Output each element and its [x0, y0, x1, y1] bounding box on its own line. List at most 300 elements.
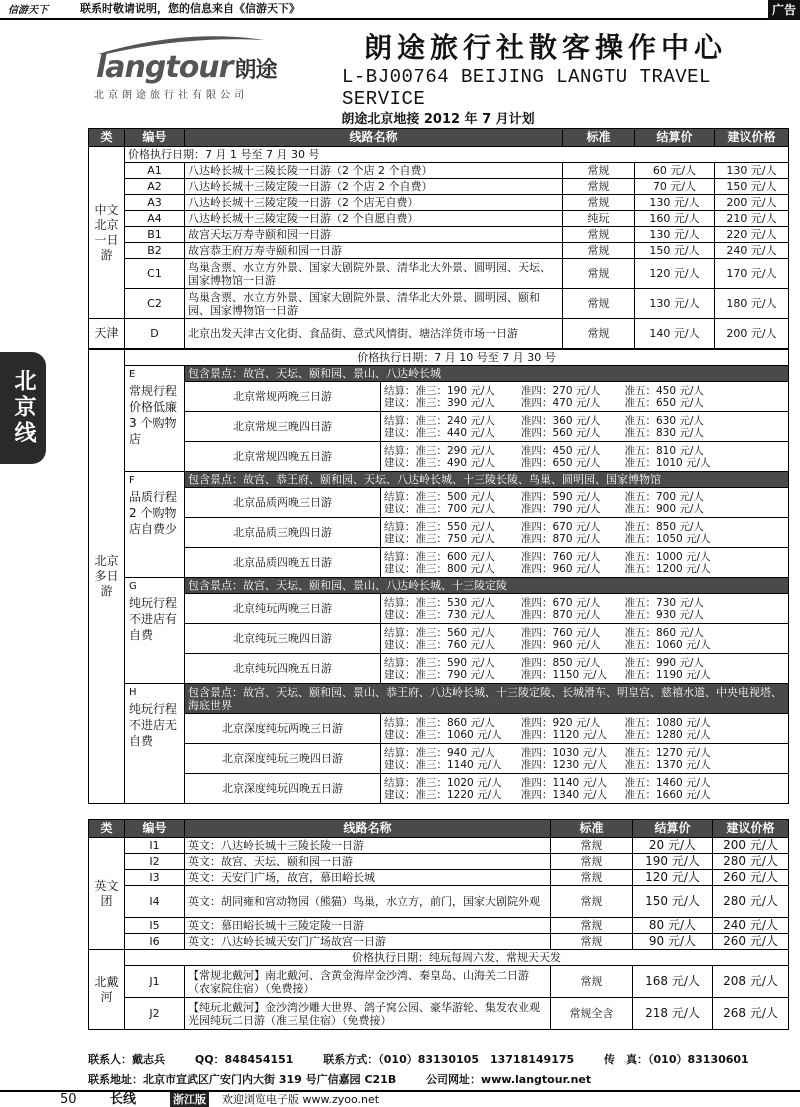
table-row: [89, 289, 789, 319]
route-name: 北京出发天津古文化街、食品街、意式风情街、塘沽洋货市场一日游: [185, 319, 563, 349]
tier-4-label: 准四：: [521, 520, 553, 533]
table-row: [89, 714, 789, 744]
settle-price: 130 元/人: [635, 195, 715, 211]
top-bar: [0, 0, 800, 20]
settle-price: 20 元/人: [633, 838, 713, 854]
tier-4-price: 1030 元/人: [552, 746, 608, 759]
tier-3-price: 700 元/人: [447, 502, 495, 515]
settle-price-line: [384, 657, 785, 669]
tier-3-label: 准三：: [415, 656, 447, 669]
tier-5-price: 850 元/人: [656, 520, 704, 533]
contact-address: 联系地址：北京市宣武区广安门内大街 319 号广信嘉园 C21B: [88, 1073, 397, 1086]
settle-label: 结算：: [384, 550, 416, 563]
tier-3-price: 240 元/人: [447, 414, 495, 427]
suggest-price: 170 元/人: [715, 259, 789, 289]
route-name: 英文：八达岭长城天安门广场故宫一日游: [185, 934, 551, 950]
tier-4-label: 准四：: [521, 668, 553, 681]
tier-5-price: 1080 元/人: [656, 716, 711, 729]
settle-price: 168 元/人: [633, 966, 713, 998]
scenic-list: 包含景点：故宫、恭王府、颐和园、天坛、八达岭长城、十三陵长陵、鸟巢、圆明园、国家博物馆: [185, 472, 789, 488]
table-row: [89, 918, 789, 934]
price-cell: [381, 744, 789, 774]
settle-price-line: [384, 385, 785, 397]
table-row: [89, 548, 789, 578]
settle-label: 结算：: [384, 444, 416, 457]
suggest-price-line: [384, 609, 785, 621]
tier-5-label: 准五：: [624, 384, 656, 397]
brand-wordmark: langtour: [96, 50, 233, 85]
route-name: 八达岭长城十三陵定陵一日游（2 个店无自费）: [185, 195, 563, 211]
settle-price: 120 元/人: [635, 259, 715, 289]
tier-5-label: 准五：: [624, 626, 656, 639]
page-number: 50: [60, 1092, 77, 1107]
route-standard: 常规全含: [551, 998, 633, 1030]
tier-4-label: 准四：: [521, 562, 553, 575]
settle-price-line: [384, 747, 785, 759]
tier-5-label: 准五：: [624, 788, 656, 801]
tier-3-label: 准三：: [415, 788, 447, 801]
section-tab: 北京线: [0, 352, 46, 464]
settle-price-line: [384, 717, 785, 729]
route-name: 英文：慕田峪长城十三陵定陵一日游: [185, 918, 551, 934]
price-cell: [381, 442, 789, 472]
table-row: [89, 594, 789, 624]
route-standard: 常规: [563, 179, 635, 195]
tier-3-label: 准三：: [415, 502, 447, 515]
tier-4-label: 准四：: [521, 638, 553, 651]
settle-price-line: [384, 597, 785, 609]
suggest-price: 200 元/人: [715, 195, 789, 211]
tier-5-price: 1000 元/人: [656, 550, 711, 563]
tier-4-price: 450 元/人: [552, 444, 601, 457]
settle-label: 结算：: [384, 384, 416, 397]
route-code: I1: [125, 838, 185, 854]
tier-5-label: 准五：: [624, 550, 656, 563]
contact-phone: 联系方式：（010）83130105 13718149175: [323, 1053, 575, 1066]
tier-3-label: 准三：: [415, 758, 447, 771]
table-row: [89, 966, 789, 998]
route-code: A1: [125, 163, 185, 179]
route-name: 鸟巢含票、水立方外景、国家大剧院外景、清华北大外景、圆明园、颐和园、国家博物馆一日游: [185, 289, 563, 319]
route-standard: 纯玩: [563, 211, 635, 227]
suggest-price: 210 元/人: [715, 211, 789, 227]
settle-label: 结算：: [384, 716, 416, 729]
tier-4-label: 准四：: [521, 608, 553, 621]
tier-4-price: 870 元/人: [552, 608, 601, 621]
tier-5-price: 860 元/人: [656, 626, 704, 639]
table-row: [89, 624, 789, 654]
route-name: 北京品质四晚五日游: [185, 548, 381, 578]
tier-4-price: 790 元/人: [552, 502, 601, 515]
settle-price: 130 元/人: [635, 227, 715, 243]
tier-4-price: 590 元/人: [552, 490, 601, 503]
bottom-bar: [0, 1090, 800, 1107]
tier-3-label: 准三：: [415, 716, 447, 729]
suggest-price: 268 元/人: [713, 998, 789, 1030]
english-beidaihe-table: [88, 819, 789, 1030]
tier-3-label: 准三：: [415, 746, 447, 759]
suggest-label: 建议：: [384, 502, 416, 515]
route-name: 故宫恭王府万寿寺颐和园一日游: [185, 243, 563, 259]
tier-3-price: 290 元/人: [447, 444, 495, 457]
settle-price: 190 元/人: [633, 854, 713, 870]
tier-3-label: 准三：: [415, 444, 447, 457]
tier-4-price: 1230 元/人: [552, 758, 608, 771]
tier-4-label: 准四：: [521, 384, 553, 397]
tier-5-label: 准五：: [624, 758, 656, 771]
col-suggest: 建议价格: [713, 820, 789, 838]
route-name: 英文：胡同雍和宫动物园（熊猫）鸟巢，水立方，前门，国家大剧院外观: [185, 886, 551, 918]
tier-3-label: 准三：: [415, 426, 447, 439]
package-code: F: [129, 475, 135, 486]
suggest-label: 建议：: [384, 758, 416, 771]
tier-5-label: 准五：: [624, 638, 656, 651]
table-row: [89, 179, 789, 195]
tier-3-price: 1060 元/人: [447, 728, 502, 741]
package-desc-text: 纯玩行程不进店无自费: [129, 702, 178, 748]
route-name: 英文：故宫、天坛、颐和园一日游: [185, 854, 551, 870]
tier-5-label: 准五：: [624, 490, 656, 503]
route-name: 英文：天安门广场，故宫，慕田峪长城: [185, 870, 551, 886]
contact-person: 联系人：戴志兵: [88, 1053, 165, 1066]
table-row: [89, 259, 789, 289]
tier-4-label: 准四：: [521, 788, 553, 801]
table-row: [89, 163, 789, 179]
settle-price: 130 元/人: [635, 289, 715, 319]
suggest-price-line: [384, 397, 785, 409]
settle-price: 60 元/人: [635, 163, 715, 179]
settle-price-line: [384, 551, 785, 563]
suggest-label: 建议：: [384, 456, 416, 469]
route-standard: 常规: [563, 227, 635, 243]
package-code: G: [129, 581, 137, 592]
settle-price-line: [384, 627, 785, 639]
magazine-logo: 信游天下: [8, 5, 48, 16]
route-name: 鸟巢含票、水立方外景、国家大剧院外景、清华北大外景、圆明园、天坛、国家博物馆一日游: [185, 259, 563, 289]
settle-price-line: [384, 521, 785, 533]
tier-3-label: 准三：: [415, 776, 447, 789]
settle-price: 150 元/人: [635, 243, 715, 259]
table-row: [89, 518, 789, 548]
tier-3-price: 490 元/人: [447, 456, 495, 469]
tier-3-label: 准三：: [415, 520, 447, 533]
tier-5-price: 1200 元/人: [656, 562, 711, 575]
route-code: J1: [125, 966, 185, 998]
settle-label: 结算：: [384, 596, 416, 609]
tier-4-label: 准四：: [521, 728, 553, 741]
tier-4-label: 准四：: [521, 550, 553, 563]
tier-4-price: 870 元/人: [552, 532, 601, 545]
tier-4-price: 1120 元/人: [552, 728, 608, 741]
scenic-row: [89, 684, 789, 714]
period-row: [89, 950, 789, 966]
tier-5-price: 1280 元/人: [656, 728, 711, 741]
contact-footer: [88, 1050, 788, 1090]
tier-3-price: 590 元/人: [447, 656, 495, 669]
contact-website: 公司网址：www.langtour.net: [426, 1073, 592, 1086]
route-standard: 常规: [551, 934, 633, 950]
tier-5-price: 930 元/人: [656, 608, 704, 621]
suggest-price-line: [384, 503, 785, 515]
settle-label: 结算：: [384, 520, 416, 533]
contact-fax: 传 真：（010）83130601: [604, 1053, 749, 1066]
tier-4-label: 准四：: [521, 414, 553, 427]
period-row: [89, 147, 789, 163]
tier-4-price: 670 元/人: [552, 596, 601, 609]
tier-3-label: 准三：: [415, 562, 447, 575]
tier-4-price: 650 元/人: [552, 456, 601, 469]
tier-4-label: 准四：: [521, 746, 553, 759]
settle-price: 70 元/人: [635, 179, 715, 195]
tier-5-label: 准五：: [624, 668, 656, 681]
package-desc: [125, 366, 185, 472]
table-row: [89, 654, 789, 684]
route-standard: 常规: [551, 966, 633, 998]
table-row: [89, 227, 789, 243]
tier-5-price: 810 元/人: [656, 444, 704, 457]
tier-4-price: 670 元/人: [552, 520, 601, 533]
route-standard: 常规: [563, 319, 635, 349]
tier-5-label: 准五：: [624, 776, 656, 789]
table-row: [89, 195, 789, 211]
tier-4-price: 760 元/人: [552, 550, 601, 563]
tier-5-price: 1270 元/人: [656, 746, 711, 759]
tier-4-price: 960 元/人: [552, 638, 601, 651]
tier-5-label: 准五：: [624, 596, 656, 609]
col-route: 线路名称: [185, 820, 551, 838]
package-desc: [125, 472, 185, 578]
suggest-price: 280 元/人: [713, 886, 789, 918]
scenic-list: 包含景点：故宫、天坛、颐和园、景山、八达岭长城、十三陵定陵: [185, 578, 789, 594]
route-standard: 常规: [551, 918, 633, 934]
suggest-price-line: [384, 563, 785, 575]
tier-5-label: 准五：: [624, 456, 656, 469]
tier-5-price: 700 元/人: [656, 490, 704, 503]
tier-3-label: 准三：: [415, 384, 447, 397]
col-settle: 结算价: [633, 820, 713, 838]
day-tour-table: [88, 128, 789, 349]
route-code: A3: [125, 195, 185, 211]
price-cell: [381, 594, 789, 624]
suggest-price: 200 元/人: [713, 838, 789, 854]
tier-5-price: 730 元/人: [656, 596, 704, 609]
package-desc-text: 纯玩行程不进店有自费: [129, 596, 178, 642]
scenic-list: 包含景点：故宫、天坛、颐和园、景山、八达岭长城: [185, 366, 789, 382]
table-row: [89, 412, 789, 442]
section-name: 长线: [110, 1092, 137, 1107]
route-name: 【常规北戴河】南北戴河、含黄金海岸金沙湾、秦皇岛、山海关二日游（农家院住宿）（免费接）: [185, 966, 551, 998]
scenic-row: [89, 578, 789, 594]
tier-4-label: 准四：: [521, 758, 553, 771]
category-cell: 英文团: [89, 838, 125, 950]
tier-5-price: 1370 元/人: [656, 758, 711, 771]
scenic-row: [89, 366, 789, 382]
route-code: B2: [125, 243, 185, 259]
route-name: 北京纯玩三晚四日游: [185, 624, 381, 654]
package-desc-text: 品质行程 2 个购物店自费少: [129, 490, 178, 536]
price-cell: [381, 624, 789, 654]
settle-price-line: [384, 777, 785, 789]
region-badge: 浙江版: [170, 1092, 209, 1107]
tier-3-price: 190 元/人: [447, 384, 495, 397]
col-route: 线路名称: [185, 129, 563, 147]
tier-4-label: 准四：: [521, 776, 553, 789]
settle-price: 140 元/人: [635, 319, 715, 349]
brand-logo: [88, 30, 338, 100]
route-name: 北京纯玩四晚五日游: [185, 654, 381, 684]
route-name: 故宫天坛万寿寺颐和园一日游: [185, 227, 563, 243]
header: [88, 22, 788, 110]
period-note: 价格执行日期：7 月 10 号至 7 月 30 号: [125, 350, 789, 366]
suggest-label: 建议：: [384, 396, 416, 409]
contact-qq: QQ：848454151: [194, 1053, 294, 1066]
settle-label: 结算：: [384, 414, 416, 427]
tier-5-label: 准五：: [624, 728, 656, 741]
suggest-price: 280 元/人: [713, 854, 789, 870]
tier-3-price: 1020 元/人: [447, 776, 502, 789]
col-settle: 结算价: [635, 129, 715, 147]
route-name: 北京品质三晚四日游: [185, 518, 381, 548]
tier-3-price: 750 元/人: [447, 532, 495, 545]
tier-5-price: 900 元/人: [656, 502, 704, 515]
settle-label: 结算：: [384, 656, 416, 669]
brand-subtitle: 北京朗途旅行社有限公司: [94, 90, 248, 101]
route-code: I3: [125, 870, 185, 886]
suggest-price: 240 元/人: [715, 243, 789, 259]
suggest-label: 建议：: [384, 668, 416, 681]
tier-3-price: 390 元/人: [447, 396, 495, 409]
tier-3-label: 准三：: [415, 668, 447, 681]
route-code: D: [125, 319, 185, 349]
tier-4-price: 1140 元/人: [552, 776, 608, 789]
tier-3-label: 准三：: [415, 396, 447, 409]
tier-4-label: 准四：: [521, 626, 553, 639]
tier-5-price: 630 元/人: [656, 414, 704, 427]
scenic-row: [89, 472, 789, 488]
suggest-price: 200 元/人: [715, 319, 789, 349]
suggest-price: 260 元/人: [713, 934, 789, 950]
tier-3-price: 860 元/人: [447, 716, 495, 729]
tier-3-price: 1140 元/人: [447, 758, 502, 771]
suggest-label: 建议：: [384, 532, 416, 545]
route-code: A4: [125, 211, 185, 227]
package-code: H: [129, 687, 137, 698]
tier-5-price: 1190 元/人: [656, 668, 711, 681]
suggest-price-line: [384, 639, 785, 651]
route-standard: 常规: [551, 886, 633, 918]
tier-5-price: 450 元/人: [656, 384, 704, 397]
tier-5-price: 830 元/人: [656, 426, 704, 439]
tier-5-price: 1010 元/人: [656, 456, 711, 469]
settle-price: 90 元/人: [633, 934, 713, 950]
route-name: 北京深度纯玩四晚五日游: [185, 774, 381, 804]
brand-cn: 朗途: [234, 58, 277, 83]
settle-price-line: [384, 415, 785, 427]
tier-4-price: 560 元/人: [552, 426, 601, 439]
category-cell: 天津: [89, 319, 125, 349]
suggest-label: 建议：: [384, 728, 416, 741]
col-category: 类: [89, 129, 125, 147]
route-code: J2: [125, 998, 185, 1030]
table-row: [89, 998, 789, 1030]
settle-price-line: [384, 445, 785, 457]
table-row: [89, 243, 789, 259]
table-row: [89, 886, 789, 918]
col-suggest: 建议价格: [715, 129, 789, 147]
tier-4-label: 准四：: [521, 456, 553, 469]
price-cell: [381, 774, 789, 804]
price-cell: [381, 382, 789, 412]
route-standard: 常规: [551, 854, 633, 870]
tier-5-label: 准五：: [624, 716, 656, 729]
package-code: E: [129, 369, 136, 380]
table-row: [89, 854, 789, 870]
table-row: [89, 870, 789, 886]
tier-4-price: 360 元/人: [552, 414, 601, 427]
price-cell: [381, 714, 789, 744]
route-standard: 常规: [563, 259, 635, 289]
tier-3-label: 准三：: [415, 550, 447, 563]
tier-5-price: 1660 元/人: [656, 788, 711, 801]
suggest-price-line: [384, 427, 785, 439]
table-row: [89, 838, 789, 854]
route-name: 八达岭长城十三陵定陵一日游（2 个店 2 个自费）: [185, 179, 563, 195]
tier-4-label: 准四：: [521, 596, 553, 609]
suggest-price-line: [384, 669, 785, 681]
route-name: 北京品质两晚三日游: [185, 488, 381, 518]
tier-3-label: 准三：: [415, 490, 447, 503]
tier-3-price: 730 元/人: [447, 608, 495, 621]
suggest-price: 130 元/人: [715, 163, 789, 179]
route-code: B1: [125, 227, 185, 243]
tier-3-price: 440 元/人: [447, 426, 495, 439]
settle-label: 结算：: [384, 626, 416, 639]
tier-5-label: 准五：: [624, 746, 656, 759]
col-code: 编号: [125, 820, 185, 838]
route-name: 八达岭长城十三陵定陵一日游（2 个自愿自费）: [185, 211, 563, 227]
tier-4-label: 准四：: [521, 716, 553, 729]
route-name: 英文：八达岭长城十三陵长陵一日游: [185, 838, 551, 854]
tier-3-price: 600 元/人: [447, 550, 495, 563]
route-name: 【纯玩北戴河】金沙湾沙雕大世界、鸽子窝公园、豪华游轮、集发农业观光园纯玩二日游（准三星住宿）（免费接）: [185, 998, 551, 1030]
suggest-price: 240 元/人: [713, 918, 789, 934]
tier-3-label: 准三：: [415, 596, 447, 609]
suggest-price: 150 元/人: [715, 179, 789, 195]
suggest-price-line: [384, 533, 785, 545]
tier-4-label: 准四：: [521, 490, 553, 503]
suggest-label: 建议：: [384, 788, 416, 801]
plan-title: 朗途北京地接 2012 年 7 月计划: [341, 112, 535, 127]
price-cell: [381, 654, 789, 684]
tier-3-price: 790 元/人: [447, 668, 495, 681]
settle-label: 结算：: [384, 490, 416, 503]
tier-4-label: 准四：: [521, 502, 553, 515]
tier-4-label: 准四：: [521, 656, 553, 669]
settle-price: 150 元/人: [633, 886, 713, 918]
period-note: 价格执行日期：纯玩每周六发、常规天天发: [125, 950, 789, 966]
multi-day-table: [88, 349, 789, 804]
col-code: 编号: [125, 129, 185, 147]
tier-4-price: 270 元/人: [552, 384, 601, 397]
category-cell: 中文北京一日游: [89, 147, 125, 319]
site-link: 欢迎浏览电子版 www.zyoo.net: [222, 1093, 380, 1106]
tier-5-price: 990 元/人: [656, 656, 704, 669]
settle-label: 结算：: [384, 776, 416, 789]
page-title: 朗途旅行社散客操作中心: [364, 31, 728, 64]
route-standard: 常规: [563, 195, 635, 211]
price-cell: [381, 548, 789, 578]
page-subtitle: L-BJ00764 BEIJING LANGTU TRAVEL SERVICE: [342, 66, 711, 110]
